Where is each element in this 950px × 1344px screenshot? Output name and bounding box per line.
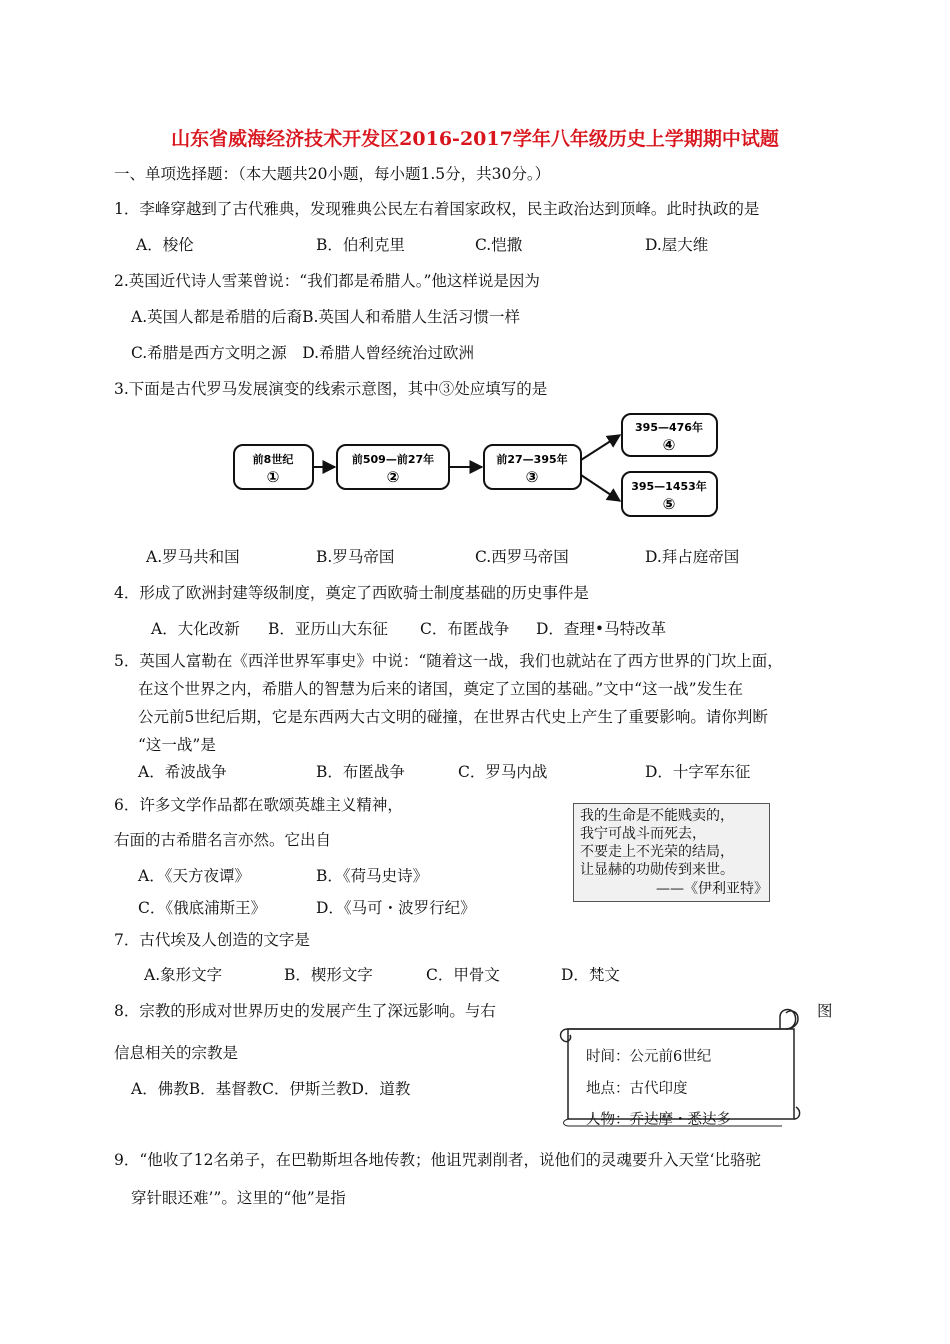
q6-option-b: B．《荷马史诗》: [316, 867, 429, 885]
q2-options-cd: C.希腊是西方文明之源 D.希腊人曾经统治过欧洲: [131, 344, 475, 362]
quote-line-2: 我宁可战斗而死去，: [580, 826, 706, 842]
svg-text:①: ①: [266, 468, 280, 486]
iliad-quote-box: [573, 803, 770, 902]
rome-timeline-diagram: [225, 405, 725, 520]
q3-option-c: C.西罗马帝国: [475, 548, 569, 566]
q4-option-a: A．大化改新: [151, 620, 240, 638]
quote-line-4: 让显赫的功勋传到来世。: [580, 862, 734, 878]
svg-text:前27—395年: 前27—395年: [496, 453, 568, 466]
q6-option-a: A．《天方夜谭》: [138, 867, 250, 885]
svg-text:395—476年: 395—476年: [635, 421, 703, 434]
q5-stem-line-1: 5．英国人富勒在《西洋世界军事史》中说：“随着这一战，我们也就站在了西方世界的门坎上面，: [114, 652, 783, 670]
q8-options: A．佛教B．基督教C．伊斯兰教D．道教: [131, 1080, 411, 1098]
q6-option-c: C．《俄底浦斯王》: [138, 899, 267, 917]
svg-text:前509—前27年: 前509—前27年: [351, 453, 435, 466]
q4-stem: 4．形成了欧洲封建等级制度，奠定了西欧骑士制度基础的历史事件是: [114, 584, 589, 602]
scroll-line-place: 地点：古代印度: [586, 1081, 688, 1097]
q3-stem: 3.下面是古代罗马发展演变的线索示意图，其中③处应填写的是: [114, 380, 548, 398]
quote-source: ——《伊利亚特》: [656, 881, 768, 897]
q6-stem-line-1: 6．许多文学作品都在歌颂英雄主义精神，: [114, 796, 403, 814]
q6-stem-line-2: 右面的古希腊名言亦然。它出自: [114, 831, 332, 849]
timeline-box-5: [622, 472, 717, 516]
q3-option-a: A.罗马共和国: [146, 548, 240, 566]
timeline-box-3: [484, 445, 581, 489]
q3-option-d: D.拜占庭帝国: [645, 548, 740, 566]
arrow-3-5: [581, 475, 620, 501]
q1-option-b: B．伯利克里: [316, 236, 405, 254]
svg-text:前8世纪: 前8世纪: [252, 453, 294, 466]
section-header: 一、单项选择题：（本大题共20小题，每小题1.5分，共30分。）: [114, 165, 551, 183]
svg-text:②: ②: [386, 468, 400, 486]
q3-option-b: B.罗马帝国: [316, 548, 395, 566]
svg-text:③: ③: [525, 468, 539, 486]
timeline-box-2: [337, 445, 449, 489]
page-title: 山东省威海经济技术开发区2016-2017学年八年级历史上学期期中试题: [171, 128, 779, 150]
q5-option-d: D．十字军东征: [645, 763, 751, 781]
q4-option-b: B．亚历山大东征: [268, 620, 388, 638]
q7-option-b: B．楔形文字: [284, 966, 373, 984]
q2-stem: 2.英国近代诗人雪莱曾说：“我们都是希腊人。”他这样说是因为: [114, 272, 540, 290]
q1-option-a: A．梭伦: [136, 236, 194, 254]
q5-option-c: C．罗马内战: [458, 763, 548, 781]
timeline-box-1: [234, 445, 313, 489]
q5-stem-line-2: 在这个世界之内，希腊人的智慧为后来的诸国，奠定了立国的基础。”文中“这一战”发生在: [138, 680, 744, 698]
q1-option-d: D.屋大维: [645, 236, 709, 254]
q5-option-b: B．布匿战争: [316, 763, 405, 781]
scroll-line-person: 人物：乔达摩・悉达多: [586, 1112, 731, 1128]
q6-option-d: D．《马可・波罗行纪》: [316, 899, 476, 917]
timeline-box-4: [622, 414, 717, 456]
q7-stem: 7．古代埃及人创造的文字是: [114, 931, 310, 949]
q8-stem-line-2: 信息相关的宗教是: [114, 1044, 239, 1062]
q9-stem-line-2: 穿针眼还难’”。这里的“他”是指: [131, 1189, 346, 1207]
q5-stem-line-4: “这一战”是: [138, 736, 216, 754]
q9-stem-line-1: 9．“他收了12名弟子，在巴勒斯坦各地传教；他诅咒剥削者，说他们的灵魂要升入天堂‘比骆驼: [114, 1151, 761, 1169]
svg-text:④: ④: [662, 436, 676, 454]
q7-option-a: A.象形文字: [144, 966, 223, 984]
q5-option-a: A．希波战争: [138, 763, 227, 781]
q1-stem: 1．李峰穿越到了古代雅典，发现雅典公民左右着国家政权，民主政治达到顶峰。此时执政的是: [114, 200, 760, 218]
q7-option-c: C．甲骨文: [426, 966, 500, 984]
svg-text:395—1453年: 395—1453年: [631, 480, 707, 493]
q4-option-c: C．布匿战争: [420, 620, 510, 638]
q7-option-d: D．梵文: [561, 966, 620, 984]
quote-line-3: 不要走上不光荣的结局，: [580, 844, 734, 860]
q5-stem-line-3: 公元前5世纪后期，它是东西两大古文明的碰撞，在世界古代史上产生了重要影响。请你判断: [138, 708, 768, 726]
quote-line-1: 我的生命是不能贱卖的，: [580, 808, 734, 824]
q8-stem-figure-word: 图: [817, 1002, 833, 1020]
svg-text:⑤: ⑤: [662, 495, 676, 513]
q4-option-d: D．查理•马特改革: [536, 620, 667, 638]
scroll-line-time: 时间：公元前6世纪: [586, 1049, 712, 1065]
q1-option-c: C.恺撒: [475, 236, 523, 254]
q2-options-ab: A.英国人都是希腊的后裔B.英国人和希腊人生活习惯一样: [131, 308, 520, 326]
q8-stem-line-1: 8．宗教的形成对世界历史的发展产生了深远影响。与右: [114, 1002, 496, 1020]
arrow-3-4: [581, 435, 620, 460]
